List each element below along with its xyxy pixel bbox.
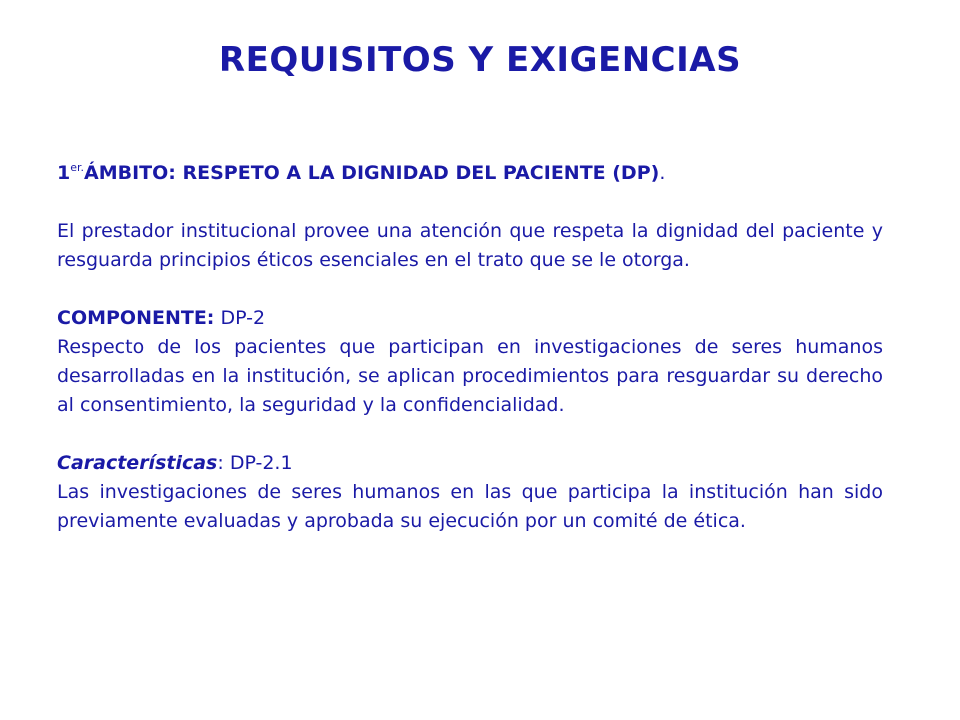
caracteristicas-description: Las investigaciones de seres humanos en las que participa la institución han sido previamente evaluadas y aprobada su ejecución por un comité de ética. (57, 481, 883, 532)
caracteristicas-label: Características (57, 452, 218, 474)
caracteristicas-heading (57, 449, 883, 478)
ambito-heading (57, 159, 883, 188)
caracteristicas-code: : DP-2.1 (217, 452, 293, 474)
ambito-number: 1 (57, 162, 71, 184)
componente-label: COMPONENTE: (57, 307, 215, 329)
content-body (57, 159, 883, 536)
componente-description: Respecto de los pacientes que participan en investigaciones de seres humanos desarrolladas en la institución, se aplican procedimientos para resguardar su derecho al consentimiento, la seguridad y la confidencialidad. (57, 336, 883, 416)
ambito-description: El prestador institucional provee una atención que respeta la dignidad del paciente y resguarda principios éticos esenciales en el trato que se le otorga. (57, 220, 883, 271)
componente-code: DP-2 (214, 307, 266, 329)
componente-heading (57, 304, 883, 333)
ambito-label: ÁMBITO: RESPETO A LA DIGNIDAD DEL PACIENTE (DP) (84, 162, 660, 184)
page-title: REQUISITOS Y EXIGENCIAS (218, 40, 742, 80)
ambito-ordinal: er. (70, 161, 85, 174)
ambito-trailing: . (659, 162, 666, 184)
